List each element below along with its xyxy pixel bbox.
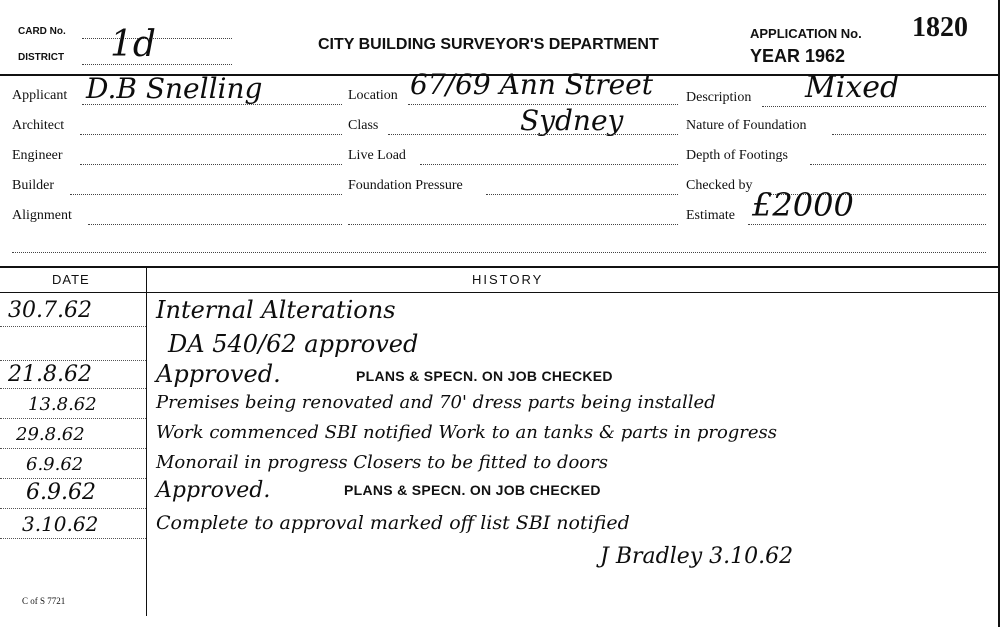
district-line — [82, 64, 232, 65]
class-label: Class — [348, 118, 379, 133]
row-date: 21.8.62 — [8, 362, 92, 387]
depth-of-footings-label: Depth of Footings — [686, 148, 788, 163]
row-history: Premises being renovated and 70' dress parts being installed — [156, 392, 716, 413]
row-history: Approved. — [156, 478, 271, 503]
builder-line — [70, 194, 342, 195]
row-line — [0, 478, 146, 479]
row-date: 3.10.62 — [22, 512, 99, 536]
department-title: CITY BUILDING SURVEYOR'S DEPARTMENT — [318, 36, 659, 53]
history-header: HISTORY — [472, 272, 544, 287]
applicant-label: Applicant — [12, 88, 68, 103]
row-history: Internal Alterations — [156, 296, 396, 324]
row-line — [0, 418, 146, 419]
estimate-line — [748, 224, 986, 225]
builder-label: Builder — [12, 178, 54, 193]
application-number: 1820 — [912, 12, 968, 43]
checked-by-label: Checked by — [686, 178, 753, 193]
description-label: Description — [686, 90, 752, 105]
engineer-line — [80, 164, 342, 165]
architect-label: Architect — [12, 118, 65, 133]
foundation-pressure-line — [486, 194, 678, 195]
alignment-label: Alignment — [12, 208, 72, 223]
row-history: DA 540/62 approved — [168, 330, 419, 358]
table-top-border — [0, 266, 1000, 268]
signature: J Bradley 3.10.62 — [600, 544, 794, 569]
row-date: 30.7.62 — [8, 298, 92, 323]
bottom-field-line — [12, 252, 986, 253]
depth-of-footings-line — [810, 164, 986, 165]
row-history: Monorail in progress Closers to be fitted to doors — [156, 452, 608, 473]
row-date: 13.8.62 — [28, 394, 97, 415]
estimate-value: £2000 — [752, 186, 854, 224]
location-value-line1: 67/69 Ann Street — [410, 68, 653, 101]
date-column-divider — [146, 266, 147, 616]
architect-line — [80, 134, 342, 135]
description-line — [762, 106, 986, 107]
row-history: Complete to approval marked off list SBI notified — [156, 512, 630, 534]
row-line — [0, 388, 146, 389]
location-label: Location — [348, 88, 398, 103]
class-line — [388, 134, 678, 135]
table-header-border — [0, 292, 1000, 293]
nature-of-foundation-label: Nature of Foundation — [686, 118, 807, 133]
date-header: DATE — [52, 272, 90, 287]
row-history: Approved. — [156, 360, 281, 388]
plans-checked-stamp: PLANS & SPECN. ON JOB CHECKED — [356, 368, 613, 384]
row-history: Work commenced SBI notified Work to an tanks & parts in progress — [156, 422, 778, 443]
row-date: 6.9.62 — [26, 480, 96, 505]
application-label: APPLICATION No. — [750, 26, 862, 41]
foundation-pressure-label: Foundation Pressure — [348, 178, 463, 193]
district-value: 1d — [110, 24, 156, 65]
applicant-value: D.B Snelling — [86, 72, 263, 105]
alignment-line — [88, 224, 342, 225]
row-line — [0, 326, 146, 327]
row-line — [0, 508, 146, 509]
live-load-label: Live Load — [348, 148, 406, 163]
row-line — [0, 360, 146, 361]
estimate-label: Estimate — [686, 208, 735, 223]
blank-middle-line — [348, 224, 678, 225]
card-no-line — [82, 38, 232, 39]
form-code: C of S 7721 — [22, 596, 66, 606]
nature-of-foundation-line — [832, 134, 986, 135]
year-label: YEAR 1962 — [750, 46, 846, 66]
row-line — [0, 538, 146, 539]
row-date: 29.8.62 — [16, 424, 85, 445]
row-line — [0, 448, 146, 449]
description-value: Mixed — [805, 70, 900, 105]
live-load-line — [420, 164, 678, 165]
district-label: DISTRICT — [18, 52, 65, 63]
engineer-label: Engineer — [12, 148, 63, 163]
plans-checked-stamp: PLANS & SPECN. ON JOB CHECKED — [344, 482, 601, 498]
location-value-line2: Sydney — [520, 104, 624, 137]
card-no-label: CARD No. — [18, 26, 66, 37]
row-date: 6.9.62 — [26, 454, 84, 475]
